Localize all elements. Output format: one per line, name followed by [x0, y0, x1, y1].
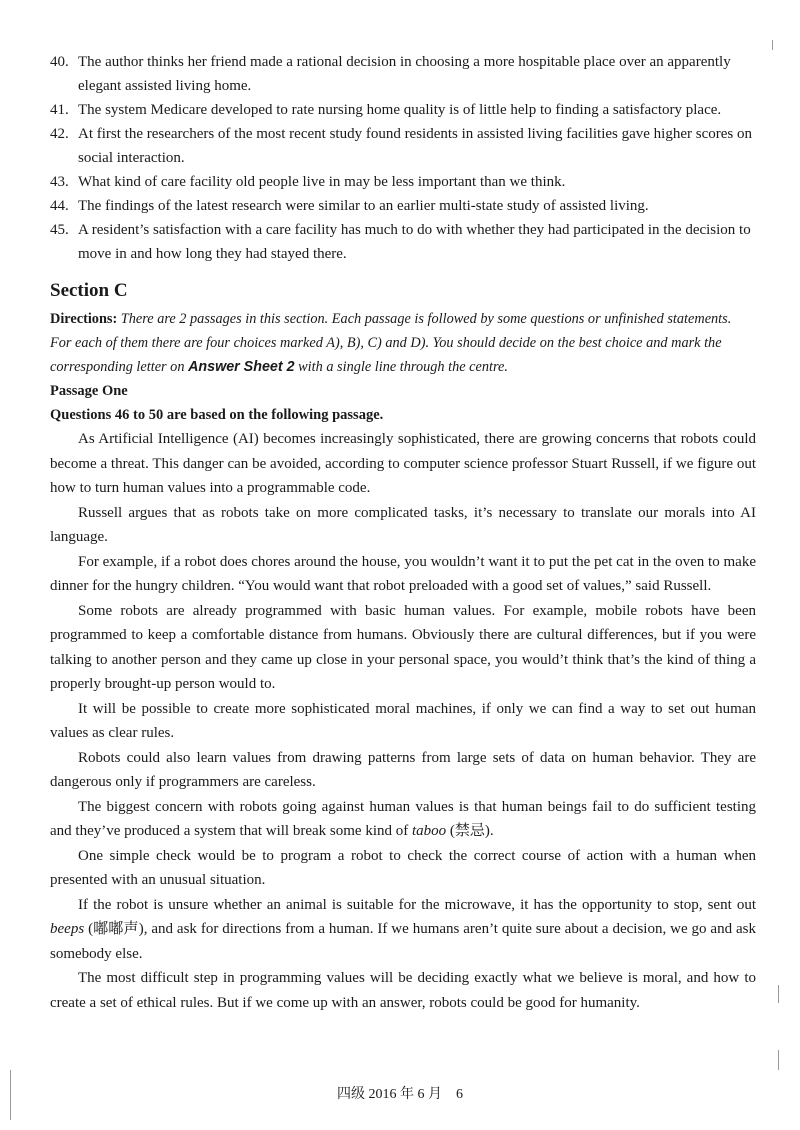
passage-body	[50, 427, 756, 1015]
statement-45: 45. A resident’s satisfaction with a care facility has much to do with whether they had participated in the decision to move in and how long they had stayed there.	[50, 222, 751, 262]
directions-label: Directions:	[50, 311, 118, 327]
answer-sheet-label: Answer Sheet 2	[188, 359, 295, 375]
scan-mark	[772, 40, 773, 50]
beeps-term: beeps	[50, 921, 85, 937]
paragraph: One simple check would be to program a robot to check the correct course of action with a human when presented with an unusual situation.	[50, 847, 756, 888]
passage-label: Passage One	[50, 383, 128, 399]
paragraph: As Artificial Intelligence (AI) becomes increasingly sophisticated, there are growing concerns that robots could become a threat. This danger can be avoided, according to computer science professor Stuart Russell, if we figure out how to turn human values into a programmable code.	[50, 431, 756, 496]
statement-44: 44. The findings of the latest research were similar to an earlier multi-state study of assisted living.	[50, 198, 649, 214]
taboo-term: taboo	[412, 823, 447, 839]
statement-40: 40. The author thinks her friend made a rational decision in choosing a more hospitable place over an apparently elegant assisted living home.	[50, 54, 731, 94]
statement-list	[50, 50, 756, 266]
scan-mark	[10, 1070, 11, 1120]
paragraph: The most difficult step in programming values will be deciding exactly what we believe is moral, and how to create a set of ethical rules. But if we come up with an answer, robots could be good for humanity.	[50, 970, 756, 1011]
page-footer: 四级 2016 年 6 月 6	[337, 1087, 463, 1102]
paragraph: It will be possible to create more sophisticated moral machines, if only we can find a way to set out human values as clear rules.	[50, 700, 756, 741]
section-title: Section C	[50, 280, 128, 301]
paragraph: Russell argues that as robots take on more complicated tasks, it’s necessary to translate our morals into AI language.	[50, 504, 756, 545]
paragraph: For example, if a robot does chores around the house, you wouldn’t want it to put the pet cat in the oven to make dinner for the hungry children. “You would want that robot preloaded with a good set of values,” said Russell.	[50, 553, 756, 594]
paragraph: The biggest concern with robots going against human values is that human beings fail to do sufficient testing and they’ve produced a system that will break some kind of taboo (禁忌).	[50, 798, 756, 839]
exam-page	[50, 50, 756, 1015]
paragraph: If the robot is unsure whether an animal is suitable for the microwave, it has the opportunity to stop, sent out beeps (嘟嘟声), and ask for directions from a human. If we humans aren’t quite sure about a decision, we go and ask somebody else.	[50, 896, 756, 962]
paragraph: Some robots are already programmed with basic human values. For example, mobile robots have been programmed to keep a comfortable distance from humans. Obviously there are cultural differences, but if you were talking to another person and they came up close in your personal space, you would’t think that’s the kind of thing a properly brought-up person would to.	[50, 602, 756, 692]
directions: Directions: There are 2 passages in this section. Each passage is followed by some questions or unfinished statements. For each of them there are four choices marked A), B), C) and D). You should decide on the best choice and mark the corresponding letter on Answer Sheet 2 with a single line through the centre.	[50, 311, 732, 375]
statement-42: 42. At first the researchers of the most recent study found residents in assisted living facilities gave higher scores on social interaction.	[50, 126, 752, 166]
questions-label: Questions 46 to 50 are based on the following passage.	[50, 407, 384, 423]
paragraph: Robots could also learn values from drawing patterns from large sets of data on human behavior. They are dangerous only if programmers are careless.	[50, 749, 756, 790]
scan-mark	[778, 985, 779, 1003]
scan-mark	[778, 1050, 779, 1070]
statement-43: 43. What kind of care facility old people live in may be less important than we think.	[50, 174, 566, 190]
statement-41: 41. The system Medicare developed to rate nursing home quality is of little help to finding a satisfactory place.	[50, 102, 722, 118]
